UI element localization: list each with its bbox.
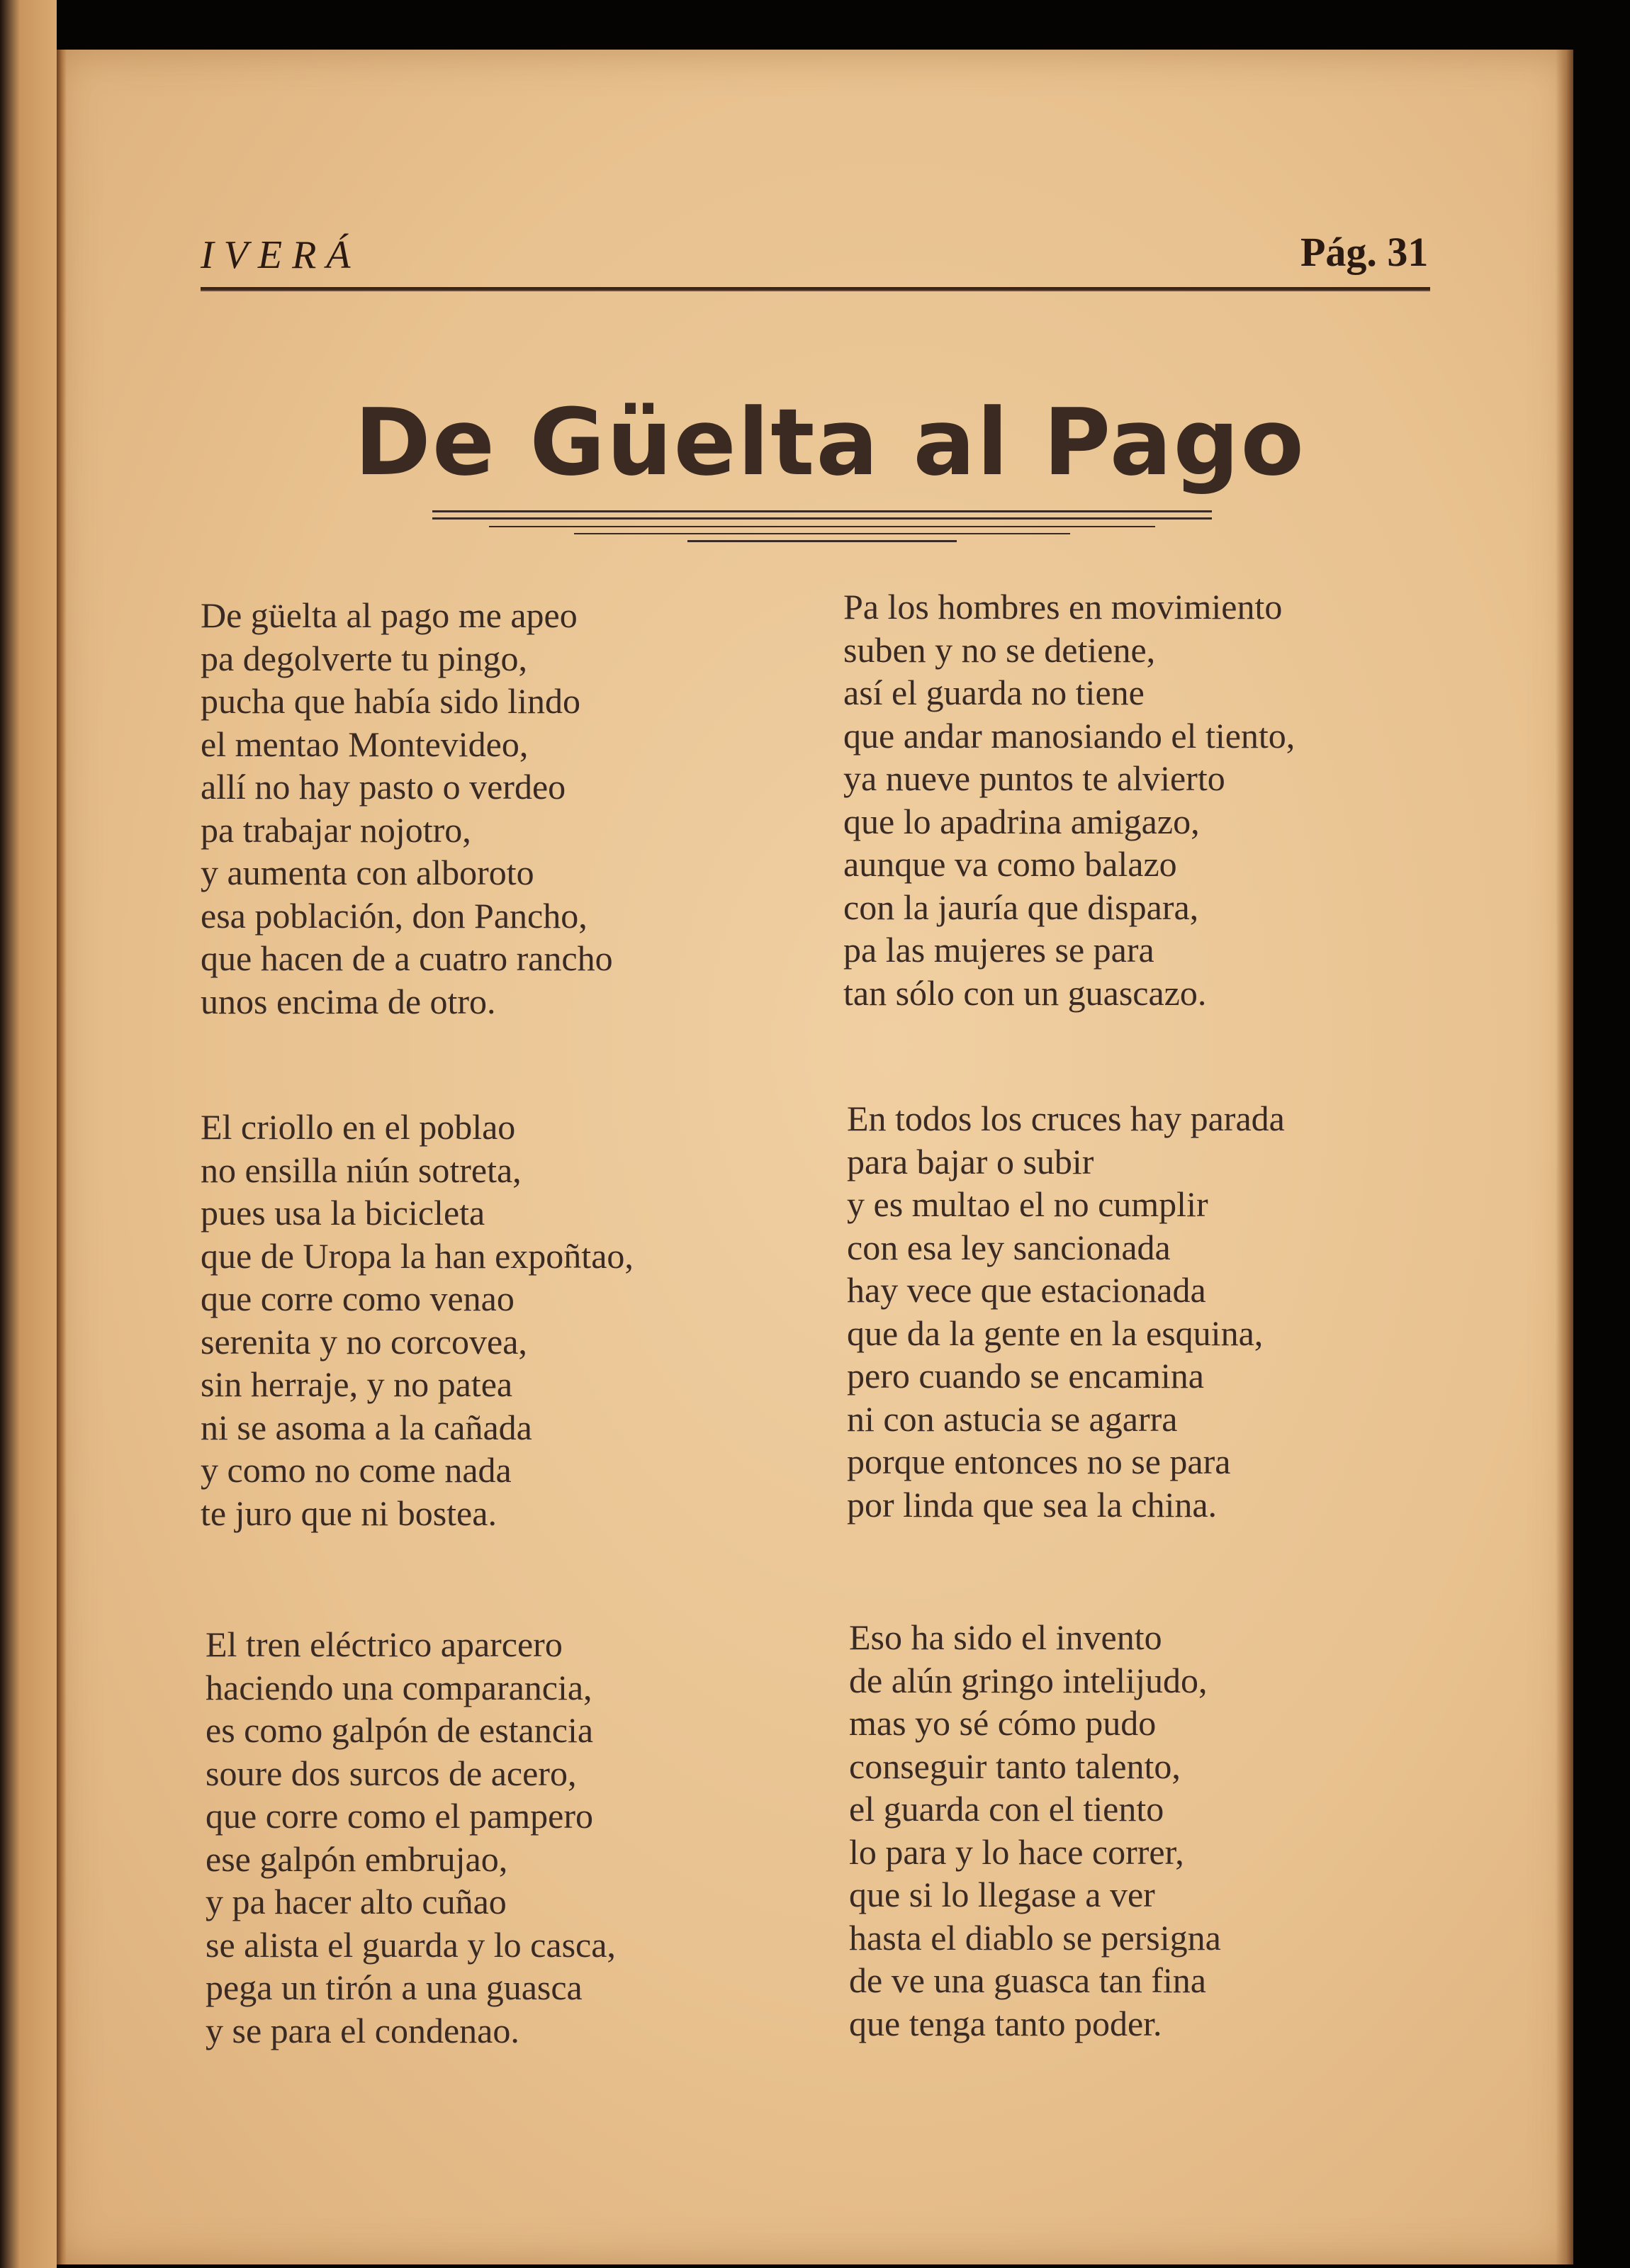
page-gutter — [57, 50, 67, 2264]
verse-line: ni se asoma a la cañada — [201, 1407, 532, 1447]
verse-line: Eso ha sido el invento — [849, 1617, 1162, 1657]
verse-line: pa las mujeres se para — [843, 930, 1154, 970]
verse-line: pucha que había sido lindo — [201, 681, 580, 721]
stanza-3 — [201, 1106, 634, 1534]
verse-line: que de Uropa la han expoñtao, — [201, 1235, 634, 1276]
verse-line: te juro que ni bostea. — [201, 1493, 497, 1533]
book-edge — [0, 0, 57, 2268]
verse-line: ya nueve puntos te alvierto — [843, 758, 1225, 798]
running-title: IVERÁ — [201, 233, 361, 277]
verse-line: que hacen de a cuatro rancho — [201, 938, 613, 978]
verse-line: suben y no se detiene, — [843, 629, 1156, 670]
verse-line: lo para y lo hace correr, — [849, 1831, 1184, 1872]
stanza-5 — [206, 1623, 616, 2052]
verse-line: ni con astucia se agarra — [847, 1398, 1178, 1439]
verse-line: el mentao Montevideo, — [201, 724, 529, 764]
verse-line: sin herraje, y no patea — [201, 1364, 513, 1404]
verse-line: y aumenta con alboroto — [201, 853, 534, 892]
verse-line: que lo apadrina amigazo, — [843, 801, 1200, 841]
verse-line: aunque va como balazo — [843, 844, 1177, 884]
verse-line: serenita y no corcovea, — [201, 1321, 527, 1362]
verse-line: es como galpón de estancia — [206, 1710, 594, 1750]
title-ornament — [432, 510, 1212, 546]
verse-line: esa población, don Pancho, — [201, 895, 588, 936]
verse-line: y se para el condenao. — [206, 2010, 519, 2050]
stanza-6 — [849, 1616, 1221, 2045]
verse-line: tan sólo con un guascazo. — [843, 972, 1207, 1013]
verse-line: que tenga tanto poder. — [849, 2003, 1162, 2043]
verse-line: pues usa la bicicleta — [201, 1193, 485, 1233]
verse-line: de ve una guasca tan fina — [849, 1960, 1206, 2000]
verse-line: y es multao el no cumplir — [847, 1184, 1208, 1224]
verse-line: y como no come nada — [201, 1450, 512, 1490]
verse-line: pa trabajar nojotro, — [201, 809, 471, 850]
verse-line: haciendo una comparancia, — [206, 1667, 592, 1707]
stanza-2 — [843, 585, 1295, 1014]
stanza-1 — [201, 594, 613, 1023]
verse-line: pero cuando se encamina — [847, 1356, 1204, 1396]
verse-line: mas yo sé cómo pudo — [849, 1703, 1157, 1743]
verse-line: de alún gringo intelijudo, — [849, 1660, 1208, 1700]
verse-line: Pa los hombres en movimiento — [843, 587, 1283, 627]
verse-line: se alista el guarda y lo casca, — [206, 1924, 616, 1965]
verse-line: hay vece que estacionada — [847, 1270, 1206, 1310]
verse-line: con la jauría que dispara, — [843, 887, 1199, 927]
verse-line: De güelta al pago me apeo — [201, 595, 578, 635]
verse-line: así el guarda no tiene — [843, 673, 1145, 712]
verse-line: unos encima de otro. — [201, 981, 496, 1021]
page-number: Pág. 31 — [1300, 229, 1429, 275]
verse-line: que da la gente en la esquina, — [847, 1313, 1264, 1353]
verse-line: que si lo llegase a ver — [849, 1875, 1155, 1914]
verse-line: que corre como el pampero — [206, 1796, 593, 1836]
header-rule — [201, 287, 1430, 291]
verse-line: para bajar o subir — [847, 1141, 1094, 1181]
stanza-4 — [847, 1097, 1285, 1526]
verse-line: porque entonces no se para — [847, 1442, 1231, 1481]
verse-line: El criollo en el poblao — [201, 1107, 516, 1147]
verse-line: que andar manosiando el tiento, — [843, 715, 1295, 756]
verse-line: soure dos surcos de acero, — [206, 1753, 577, 1793]
verse-line: y pa hacer alto cuñao — [206, 1882, 507, 1921]
verse-line: En todos los cruces hay parada — [847, 1099, 1285, 1138]
verse-line: el guarda con el tiento — [849, 1789, 1164, 1829]
verse-line: conseguir tanto talento, — [849, 1746, 1181, 1786]
verse-line: pa degolverte tu pingo, — [201, 638, 527, 678]
verse-line: hasta el diablo se persigna — [849, 1917, 1221, 1958]
verse-line: no ensilla niún sotreta, — [201, 1150, 522, 1190]
verse-line: pega un tirón a una guasca — [206, 1967, 583, 2007]
verse-line: ese galpón embrujao, — [206, 1838, 508, 1879]
verse-line: allí no hay pasto o verdeo — [201, 767, 566, 807]
page-edge-right — [1556, 50, 1573, 2264]
verse-line: por linda que sea la china. — [847, 1484, 1218, 1525]
verse-line: El tren eléctrico aparcero — [206, 1624, 563, 1664]
verse-line: con esa ley sancionada — [847, 1227, 1171, 1267]
verse-line: que corre como venao — [201, 1279, 515, 1318]
poem-title: De Güelta al Pago — [354, 388, 1305, 496]
